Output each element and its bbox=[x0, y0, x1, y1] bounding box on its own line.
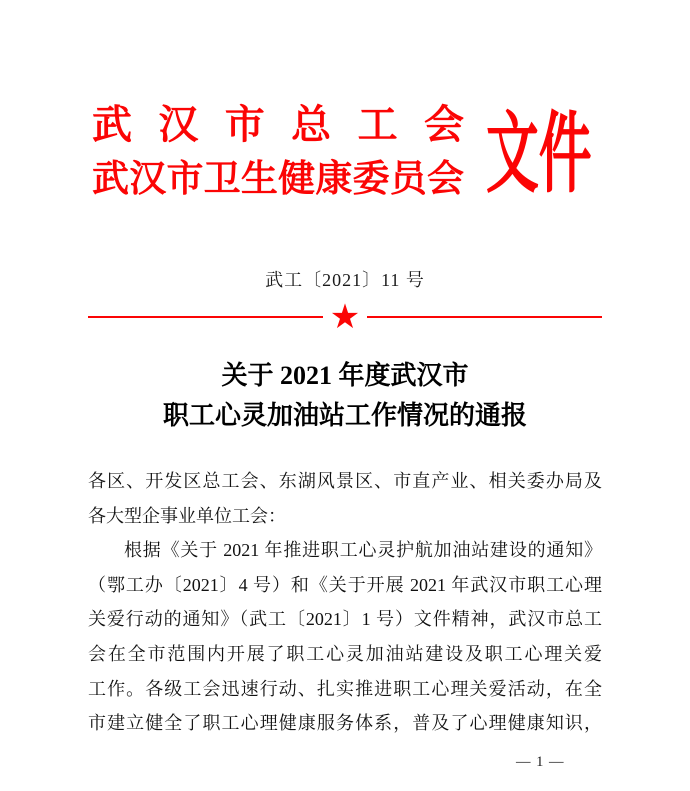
document-number: 武工〔2021〕11 号 bbox=[265, 270, 425, 290]
divider-line-left bbox=[88, 316, 323, 319]
org-name-line-1: 武 汉 市 总 工 会 bbox=[92, 102, 464, 147]
body-line: （鄂工办〔2021〕4 号）和《关于开展 2021 年武汉市职工心理 bbox=[88, 574, 602, 595]
issuing-org-names bbox=[92, 95, 464, 205]
document-title bbox=[0, 356, 690, 436]
body-line: 根据《关于 2021 年推进职工心灵护航加油站建设的通知》 bbox=[124, 540, 602, 561]
document-label: 文件 bbox=[486, 107, 592, 204]
body-line: 会在全市范围内开展了职工心灵加油站建设及职工心理关爱 bbox=[88, 643, 602, 664]
divider-line-right bbox=[367, 316, 602, 319]
title-line-2: 职工心灵加油站工作情况的通报 bbox=[162, 401, 527, 430]
body-text bbox=[88, 464, 602, 741]
title-line-1: 关于 2021 年度武汉市 bbox=[221, 361, 469, 390]
body-line: 关爱行动的通知》（武工〔2021〕1 号）文件精神，武汉市总工 bbox=[88, 609, 602, 630]
body-line: 市建立健全了职工心理健康服务体系，普及了心理健康知识， bbox=[88, 713, 602, 734]
red-letterhead bbox=[92, 94, 662, 206]
red-divider bbox=[88, 297, 602, 337]
page-number: — 1 — bbox=[516, 754, 565, 770]
body-line: 各区、开发区总工会、东湖风景区、市直产业、相关委办局及 bbox=[88, 471, 602, 491]
body-line: 工作。各级工会迅速行动、扎实推进职工心理关爱活动，在全 bbox=[88, 678, 602, 699]
org-name-line-2: 武 汉 市 卫 生 健 康 委 员 会 bbox=[92, 159, 464, 200]
star-icon: ★ bbox=[329, 297, 361, 337]
body-line: 各大型企事业单位工会： bbox=[88, 505, 286, 526]
